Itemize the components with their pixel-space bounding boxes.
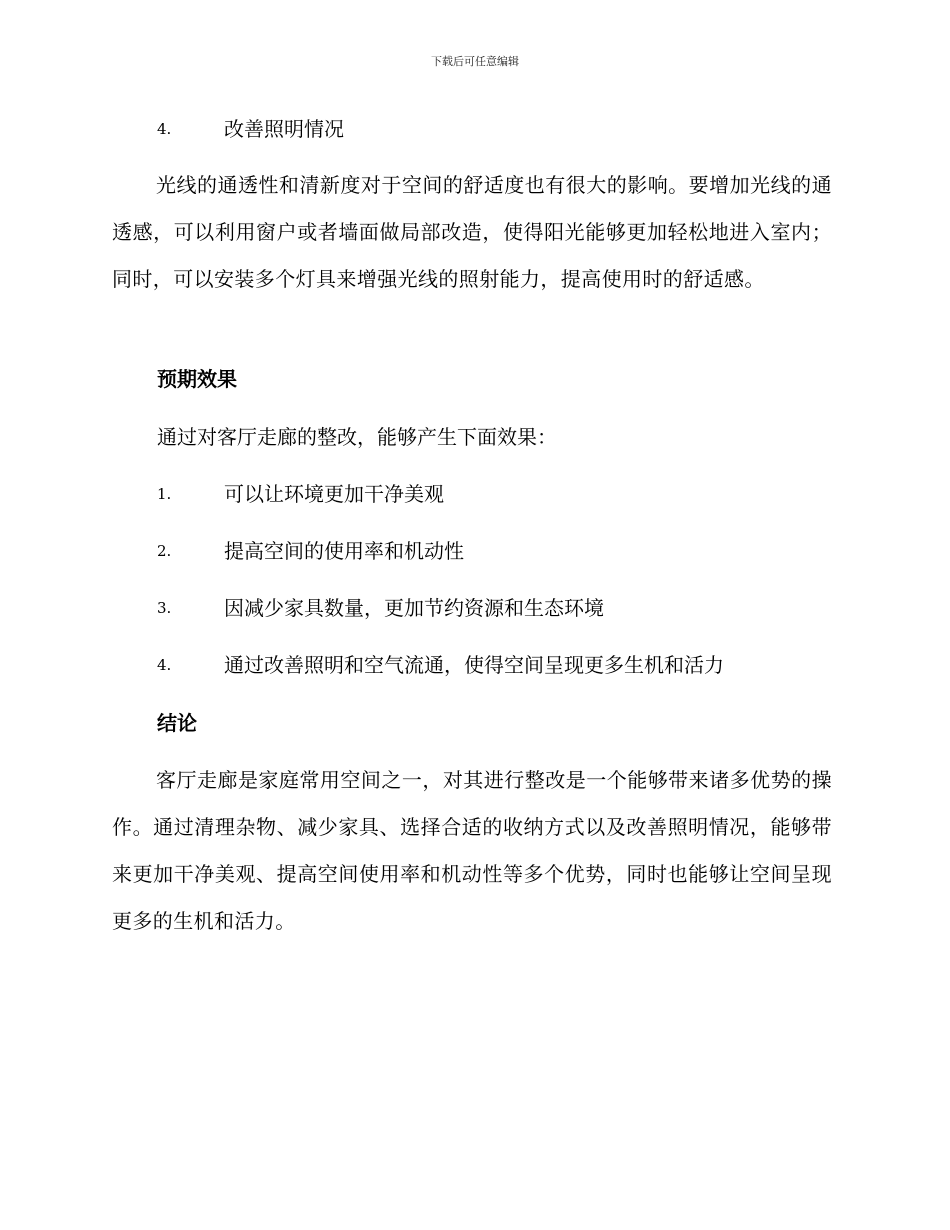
list-item — [0, 594, 950, 622]
list-number: 4. — [157, 656, 172, 674]
list-item-text: 因减少家具数量，更加节约资源和生态环境 — [224, 596, 604, 620]
list-item — [0, 480, 950, 508]
section-heading-expected-effects: 预期效果 — [157, 367, 237, 391]
list-number: 2. — [157, 542, 172, 560]
list-item — [0, 651, 950, 679]
list-item-text: 提高空间的使用率和机动性 — [224, 539, 464, 563]
list-item-lighting — [0, 115, 950, 143]
header-note: 下载后可任意编辑 — [431, 55, 519, 68]
section-heading-conclusion: 结论 — [157, 711, 197, 735]
list-item-text: 可以让环境更加干净美观 — [224, 482, 444, 506]
list-item — [0, 537, 950, 565]
list-item-title: 改善照明情况 — [224, 117, 344, 141]
expected-effects-intro: 通过对客厅走廊的整改，能够产生下面效果： — [157, 425, 557, 449]
lighting-paragraph: 光线的通透性和清新度对于空间的舒适度也有很大的影响。要增加光线的通透感，可以利用窗户或者墙面做局部改造，使得阳光能够更加轻松地进入室内；同时，可以安装多个灯具来增强光线的照射能力，提高使用时的舒适感。 — [112, 173, 832, 291]
list-item-text: 通过改善照明和空气流通，使得空间呈现更多生机和活力 — [224, 653, 724, 677]
list-number: 3. — [157, 599, 172, 617]
list-number: 1. — [157, 485, 172, 503]
list-number: 4. — [157, 120, 172, 138]
conclusion-paragraph: 客厅走廊是家庭常用空间之一，对其进行整改是一个能够带来诸多优势的操作。通过清理杂物、减少家具、选择合适的收纳方式以及改善照明情况，能够带来更加干净美观、提高空间使用率和机动性等多个优势，同时也能够让空间呈现更多的生机和活力。 — [112, 768, 832, 933]
